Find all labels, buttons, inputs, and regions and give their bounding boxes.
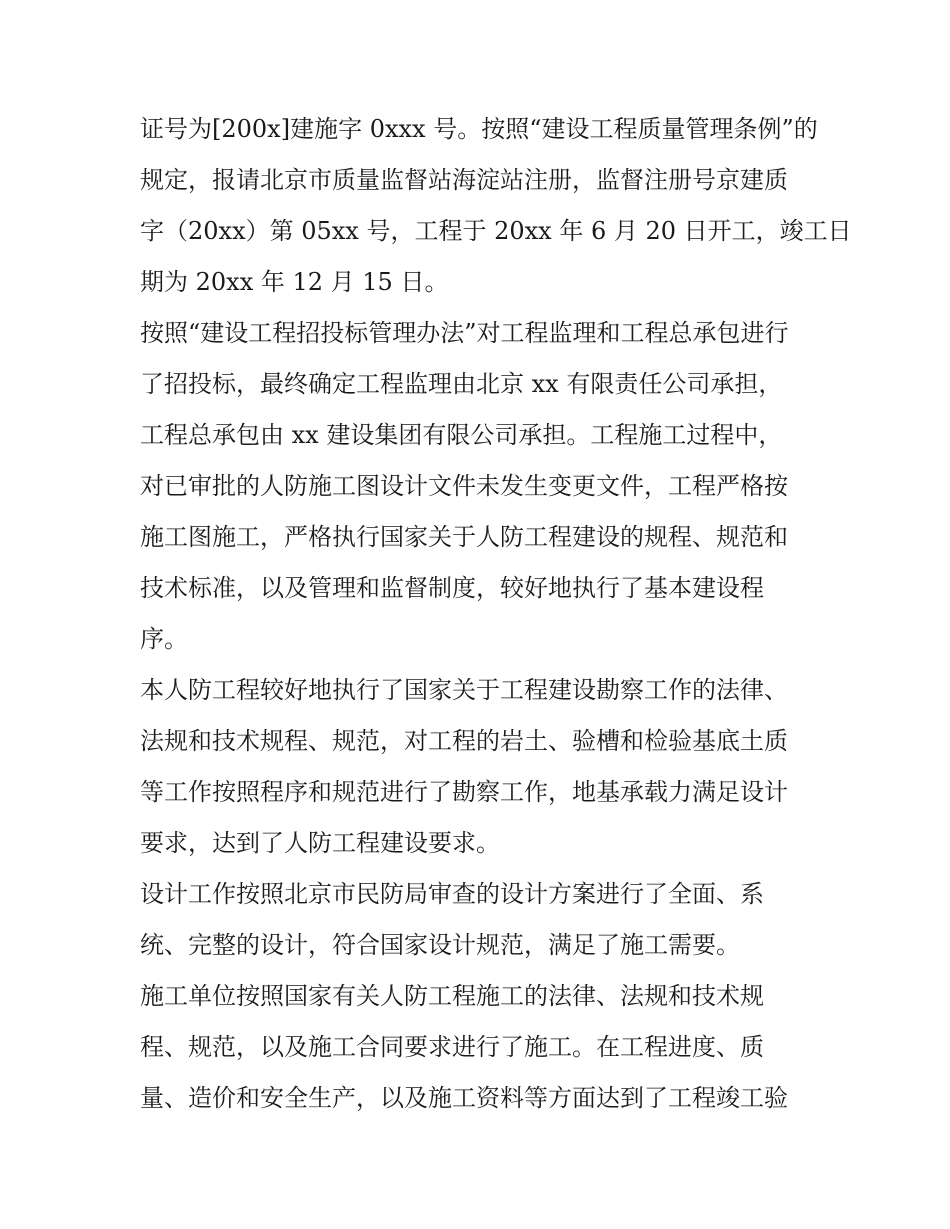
text-line: 字（20xx）第 05xx 号，工程于 20xx 年 6 月 20 日开工，竣工日 <box>140 217 852 245</box>
text-line: 技术标准，以及管理和监督制度，较好地执行了基本建设程 <box>140 574 764 602</box>
text-line: 程、规范，以及施工合同要求进行了施工。在工程进度、质 <box>140 1033 764 1061</box>
text-line: 设计工作按照北京市民防局审查的设计方案进行了全面、系 <box>140 880 764 908</box>
text-line: 规定，报请北京市质量监督站海淀站注册，监督注册号京建质 <box>140 166 788 194</box>
text-line: 工程总承包由 xx 建设集团有限公司承担。工程施工过程中， <box>140 421 783 449</box>
document-body <box>140 104 852 1124</box>
text-line: 法规和技术规程、规范，对工程的岩土、验槽和检验基底土质 <box>140 727 788 755</box>
text-line: 按照“建设工程招投标管理办法”对工程监理和工程总承包进行 <box>140 319 789 347</box>
text-line: 证号为[200x]建施字 0xxx 号。按照“建设工程质量管理条例”的 <box>140 115 818 143</box>
text-line: 了招投标，最终确定工程监理由北京 xx 有限责任公司承担， <box>140 370 783 398</box>
text-line: 序。 <box>140 625 188 653</box>
text-line: 施工单位按照国家有关人防工程施工的法律、法规和技术规 <box>140 982 764 1010</box>
text-line: 等工作按照程序和规范进行了勘察工作，地基承载力满足设计 <box>140 778 788 806</box>
paragraph-construction <box>140 971 816 1124</box>
paragraph-bidding <box>140 308 816 665</box>
paragraph-design <box>140 869 816 971</box>
paragraph-survey <box>140 665 816 869</box>
text-line: 量、造价和安全生产，以及施工资料等方面达到了工程竣工验 <box>140 1084 788 1112</box>
text-line: 施工图施工，严格执行国家关于人防工程建设的规程、规范和 <box>140 523 788 551</box>
text-line: 对已审批的人防施工图设计文件未发生变更文件，工程严格按 <box>140 472 788 500</box>
text-line: 本人防工程较好地执行了国家关于工程建设勘察工作的法律、 <box>140 676 788 704</box>
text-line: 要求，达到了人防工程建设要求。 <box>140 829 500 857</box>
paragraph-permit-info <box>140 104 852 308</box>
text-line: 统、完整的设计，符合国家设计规范，满足了施工需要。 <box>140 931 740 959</box>
text-line: 期为 20xx 年 12 月 15 日。 <box>140 268 449 296</box>
